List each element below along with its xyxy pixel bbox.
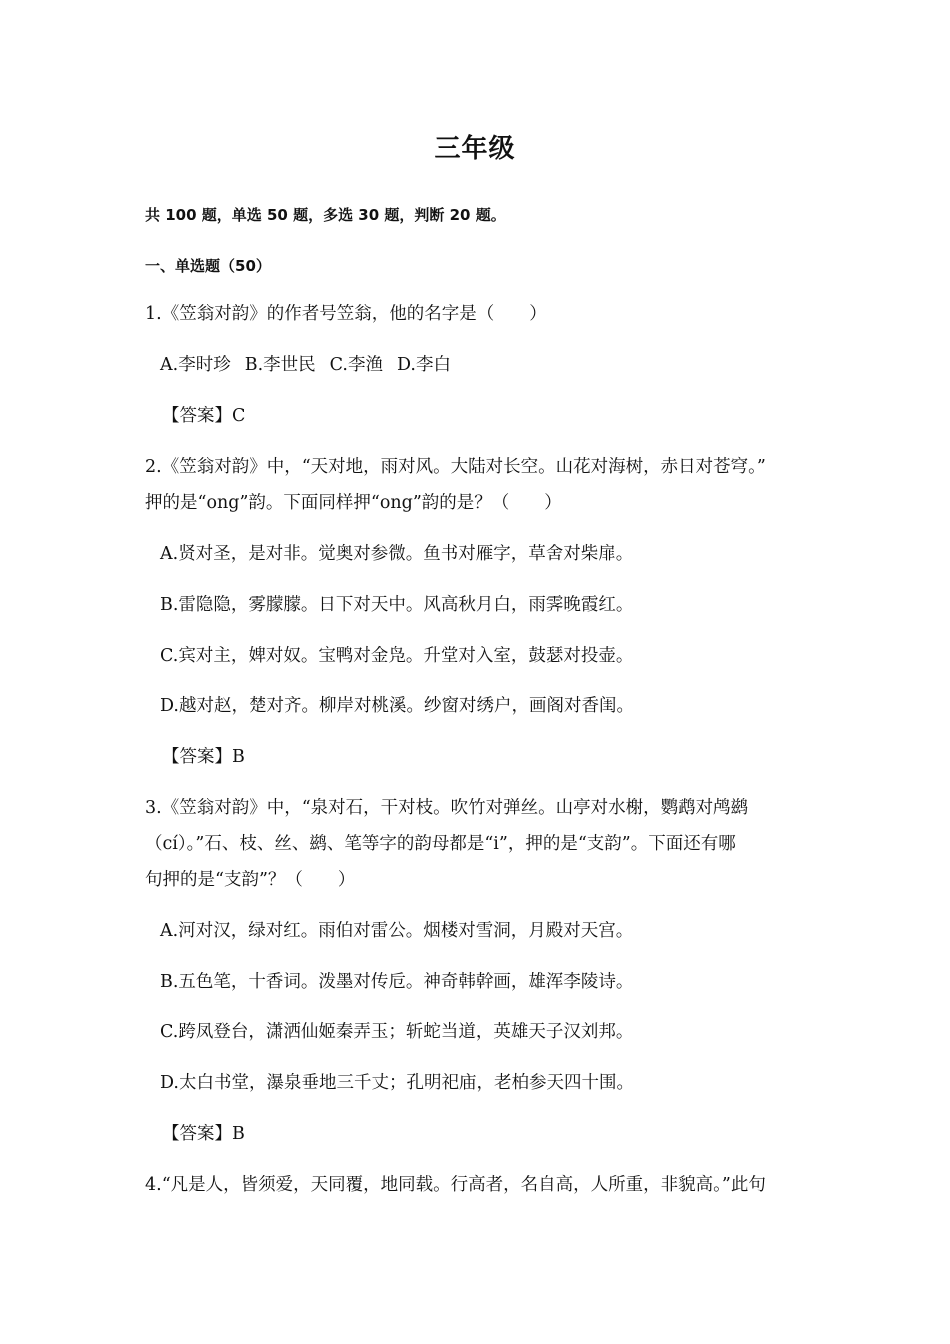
question-4-text-line-1: 4.“凡是人，皆须爱，天同覆，地同载。行高者，名自高，人所重，非貌高。”此句 (145, 1175, 766, 1195)
section-heading: 一、单选题（50） (145, 257, 271, 275)
question-2-text-line-1: 2.《笠翁对韵》中，“天对地，雨对风。大陆对长空。山花对海树，赤日对苍穹。” (145, 457, 766, 477)
option-c: C.李渔 (329, 355, 383, 375)
question-3-text-line-3: 句押的是“支韵”？（ ） (145, 870, 356, 890)
question-3-text-line-2: （cí）。”石、枝、丝、鹚、笔等字的韵母都是“i”，押的是“支韵”。下面还有哪 (145, 834, 736, 854)
option-b: B.李世民 (244, 355, 316, 375)
question-3-option-c: C.跨凤登台，潇洒仙姬秦弄玉；斩蛇当道，英雄天子汉刘邦。 (160, 1022, 634, 1042)
question-2-option-a: A.贤对圣，是对非。觉奥对参微。鱼书对雁字，草舍对柴扉。 (160, 544, 634, 564)
question-3-text-line-1: 3.《笠翁对韵》中，“泉对石，干对枝。吹竹对弹丝。山亭对水榭，鹦鹉对鸬鹚 (145, 798, 749, 818)
question-2-option-c: C.宾对主，婢对奴。宝鸭对金凫。升堂对入室，鼓瑟对投壶。 (160, 646, 634, 666)
question-2-option-d: D.越对赵，楚对齐。柳岸对桃溪。纱窗对绣户，画阁对香闺。 (160, 696, 634, 716)
question-3-option-d: D.太白书堂，瀑泉垂地三千丈；孔明祀庙，老柏参天四十围。 (160, 1073, 634, 1093)
question-summary: 共 100 题，单选 50 题，多选 30 题，判断 20 题。 (145, 206, 506, 224)
question-1-answer: 【答案】C (162, 406, 246, 426)
option-d: D.李白 (396, 355, 451, 375)
question-2-answer: 【答案】B (162, 747, 245, 767)
question-2-option-b: B.雷隐隐，雾朦朦。日下对天中。风高秋月白，雨霁晚霞红。 (160, 595, 634, 615)
page-title: 三年级 (434, 134, 516, 164)
question-2-text-line-2: 押的是“ong”韵。下面同样押“ong”韵的是？（ ） (145, 493, 562, 513)
question-3-option-b: B.五色笔，十香词。泼墨对传卮。神奇韩幹画，雄浑李陵诗。 (160, 972, 634, 992)
question-1-text: 1.《笠翁对韵》的作者号笠翁，他的名字是（ ） (145, 304, 547, 324)
option-a: A.李时珍 (160, 355, 231, 375)
question-3-answer: 【答案】B (162, 1124, 245, 1144)
question-1-options (160, 351, 830, 379)
question-3-option-a: A.河对汉，绿对红。雨伯对雷公。烟楼对雪洞，月殿对天宫。 (160, 921, 634, 941)
